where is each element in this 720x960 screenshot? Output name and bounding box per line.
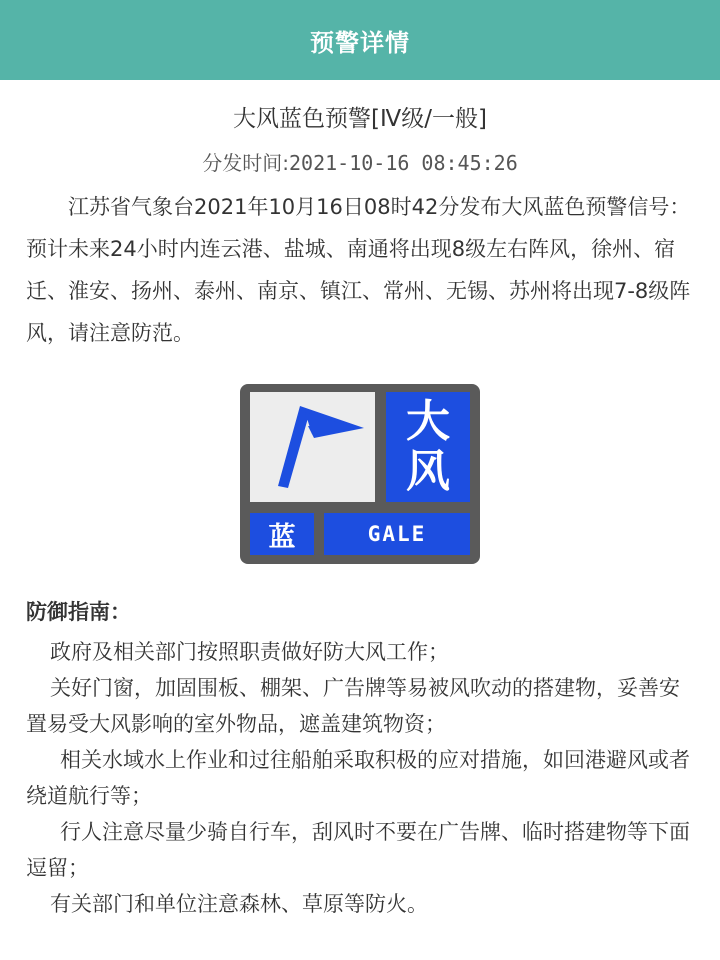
issue-time xyxy=(0,147,720,176)
alert-content: 江苏省气象台2021年10月16日08时42分发布大风蓝色预警信号：预计未来24小时内连云港、盐城、南通将出现8级左右阵风，徐州、宿迁、淮安、扬州、泰州、南京、镇江、常州、无锡、苏州将出现7-8级阵风，请注意防范。 xyxy=(26,195,691,345)
guide-item: 关好门窗，加固围板、棚架、广告牌等易被风吹动的搭建物，妥善安置易受大风影响的室外物品，遮盖建筑物资； xyxy=(26,676,680,736)
issue-time-value: 2021-10-16 08:45:26 xyxy=(288,151,518,175)
signal-char-bottom: 风 xyxy=(406,446,450,497)
alert-title: 大风蓝色预警[Ⅳ级/一般] xyxy=(233,106,487,132)
flag-icon xyxy=(250,392,375,502)
signal-english-label: GALE xyxy=(324,513,470,555)
signal-level-badge: 蓝 xyxy=(250,513,314,555)
signal-char-top: 大 xyxy=(406,396,450,447)
guide-heading: 防御指南： xyxy=(26,600,131,624)
page-header xyxy=(0,0,720,80)
flag-panel xyxy=(250,392,375,502)
gale-signal-image xyxy=(240,384,480,564)
signal-title-panel xyxy=(386,392,470,502)
signal-wrapper xyxy=(0,384,720,564)
issue-time-label: 分发时间: xyxy=(202,151,289,175)
guide-item: 行人注意尽量少骑自行车，刮风时不要在广告牌、临时搭建物等下面逗留； xyxy=(26,820,690,880)
guide-item: 有关部门和单位注意森林、草原等防火。 xyxy=(50,892,428,916)
guide-item: 政府及相关部门按照职责做好防大风工作； xyxy=(50,640,449,664)
guide-item: 相关水域水上作业和过往船舶采取积极的应对措施，如回港避风或者绕道航行等； xyxy=(26,748,690,808)
page-title: 预警详情 xyxy=(310,28,410,57)
guide-list xyxy=(26,634,694,922)
